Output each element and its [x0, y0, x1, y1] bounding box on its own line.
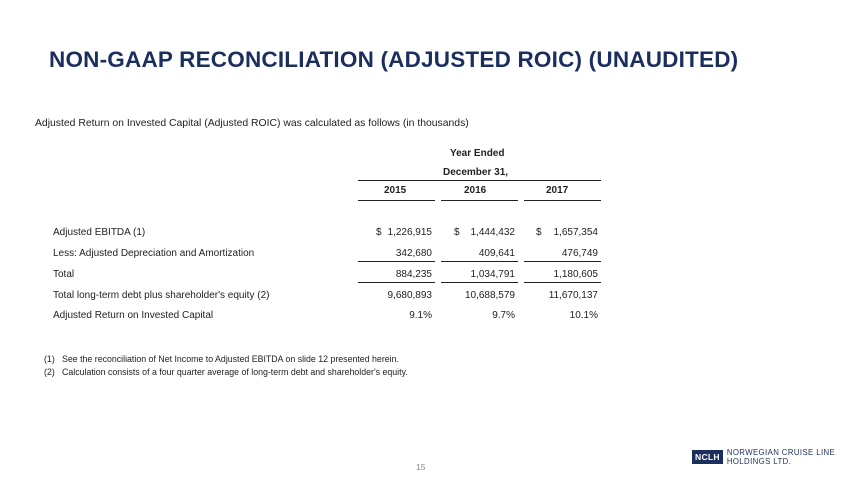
cell-roic-2016: [441, 310, 515, 321]
cell-depreciation-2016: [441, 248, 515, 259]
intro-text: Adjusted Return on Invested Capital (Adjusted ROIC) was calculated as follows (in thousands): [35, 118, 469, 129]
header-december-31: December 31,: [443, 167, 509, 178]
year-2017: 2017: [546, 185, 569, 196]
cell-ebitda-2016: [454, 227, 515, 238]
cell-value: 1,226,915: [387, 227, 432, 238]
total-rule-2017: [524, 282, 601, 283]
cell-ebitda-2017: [536, 227, 598, 238]
cell-value: 1,034,791: [470, 269, 515, 280]
footnote-marker: (2): [44, 367, 55, 377]
cell-ebitda-2015: [376, 227, 432, 238]
logo-line-1: NORWEGIAN CRUISE LINE: [726, 448, 836, 457]
year-2016: 2016: [464, 185, 487, 196]
row-label-total: Total: [53, 269, 75, 280]
cell-value: 342,680: [395, 248, 432, 259]
currency-symbol: $: [536, 227, 542, 238]
cell-value: 9,680,893: [387, 290, 432, 301]
cell-roic-2015: [358, 310, 432, 321]
footnote-text: See the reconciliation of Net Income to Adjusted EBITDA on slide 12 presented herein.: [62, 354, 399, 364]
cell-value: 409,641: [478, 248, 515, 259]
cell-value: 10,688,579: [464, 290, 515, 301]
cell-total-2017: [524, 269, 598, 280]
footnote-2: [44, 367, 408, 377]
cell-debt-equity-2017: [524, 290, 598, 301]
logo-line-2: HOLDINGS LTD.: [726, 457, 792, 466]
page-title: NON-GAAP RECONCILIATION (ADJUSTED ROIC) (UNAUDITED): [49, 47, 739, 72]
header-rule: [358, 180, 601, 181]
footnote-1: [44, 354, 399, 364]
total-rule-2015: [358, 282, 435, 283]
row-label-adjusted-ebitda: Adjusted EBITDA (1): [53, 227, 146, 238]
company-logo: [692, 448, 835, 466]
logo-mark: NCLH: [692, 450, 723, 464]
logo-wordmark: [727, 448, 835, 466]
subtotal-rule-2017: [524, 261, 601, 262]
cell-value: 1,444,432: [470, 227, 515, 238]
cell-value: 9.7%: [492, 310, 515, 321]
footnote-text: Calculation consists of a four quarter average of long-term debt and shareholder's equity.: [62, 367, 408, 377]
row-label-roic: Adjusted Return on Invested Capital: [53, 310, 214, 321]
row-label-debt-equity: Total long-term debt plus shareholder's equity (2): [53, 290, 270, 301]
cell-value: 9.1%: [409, 310, 432, 321]
cell-debt-equity-2015: [358, 290, 432, 301]
row-label-depreciation: Less: Adjusted Depreciation and Amortization: [53, 248, 255, 259]
cell-value: 884,235: [395, 269, 432, 280]
cell-value: 1,657,354: [553, 227, 598, 238]
currency-symbol: $: [454, 227, 460, 238]
year-rule-2017: [524, 200, 601, 201]
header-year-ended: Year Ended: [450, 148, 505, 159]
cell-value: 1,180,605: [553, 269, 598, 280]
year-rule-2015: [358, 200, 435, 201]
cell-depreciation-2015: [358, 248, 432, 259]
year-rule-2016: [441, 200, 518, 201]
cell-total-2016: [441, 269, 515, 280]
cell-depreciation-2017: [524, 248, 598, 259]
cell-value: 11,670,137: [548, 290, 598, 301]
currency-symbol: $: [376, 227, 382, 238]
cell-debt-equity-2016: [441, 290, 515, 301]
year-2015: 2015: [384, 185, 407, 196]
subtotal-rule-2015: [358, 261, 435, 262]
cell-value: 10.1%: [569, 310, 598, 321]
cell-roic-2017: [524, 310, 598, 321]
cell-total-2015: [358, 269, 432, 280]
cell-value: 476,749: [561, 248, 598, 259]
total-rule-2016: [441, 282, 518, 283]
footnote-marker: (1): [44, 354, 55, 364]
page-number: 15: [416, 462, 426, 472]
subtotal-rule-2016: [441, 261, 518, 262]
